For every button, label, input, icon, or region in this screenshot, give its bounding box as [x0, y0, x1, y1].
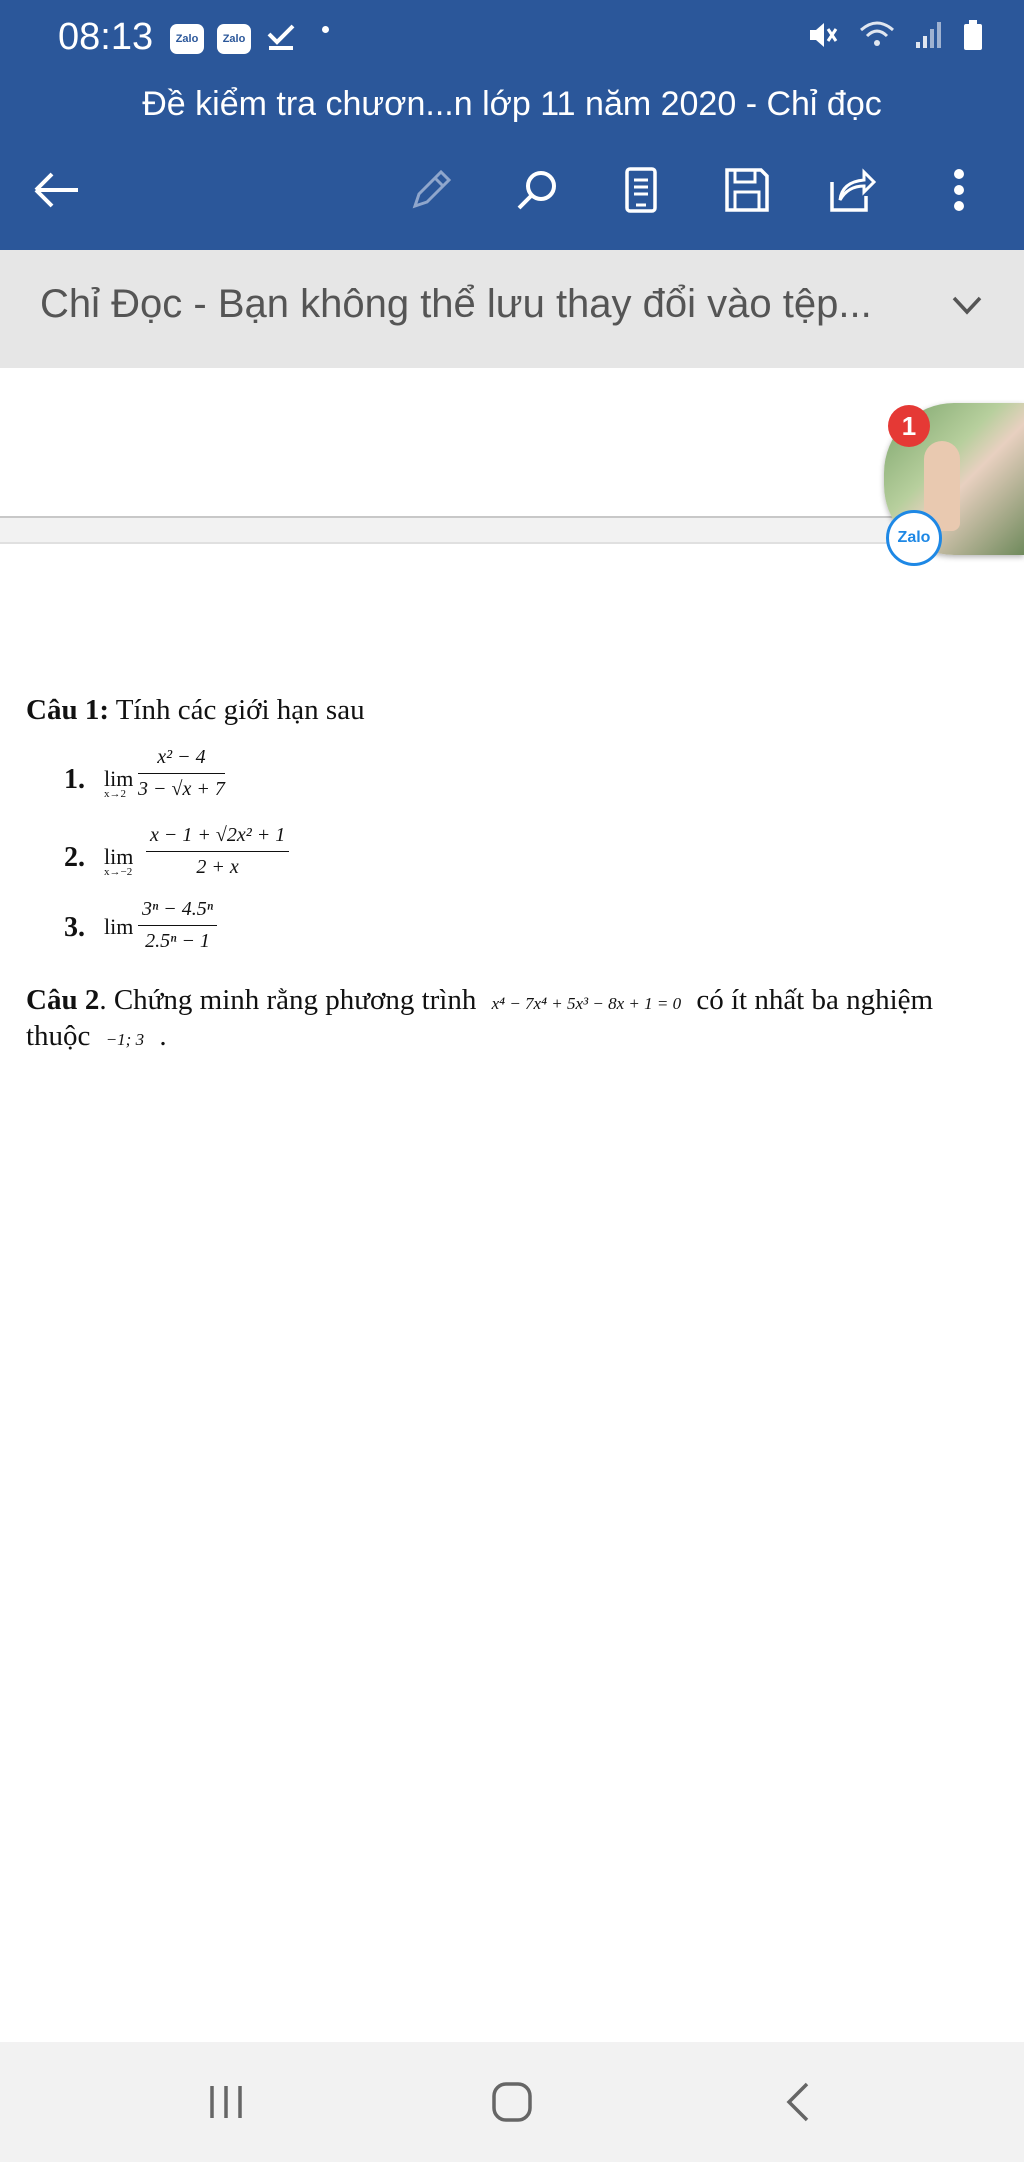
search-icon[interactable]: [502, 155, 572, 225]
question-2-equation: x⁴ − 7x⁴ + 5x³ − 8x + 1 = 0: [491, 994, 682, 1013]
edit-pen-icon[interactable]: [396, 155, 466, 225]
home-icon[interactable]: [472, 2072, 552, 2132]
more-icon[interactable]: [924, 155, 994, 225]
mobile-view-icon[interactable]: [606, 155, 676, 225]
system-nav-bar: [0, 2042, 1024, 2162]
back-nav-icon[interactable]: [758, 2072, 838, 2132]
zalo-app-icon: Zalo: [886, 510, 942, 566]
download-done-icon: [265, 20, 297, 60]
question-2-tail: có ít nhất ba nghiệm: [696, 984, 934, 1016]
item-number: 3.: [64, 912, 85, 943]
limit-subscript: x→2: [104, 788, 126, 800]
fraction-numerator: 3ⁿ − 4.5ⁿ: [138, 898, 217, 926]
chevron-down-icon[interactable]: [950, 290, 984, 325]
fraction: [146, 824, 289, 879]
limit-operator: [104, 844, 133, 878]
signal-icon: [914, 18, 944, 57]
question-2-line-2: [26, 1016, 167, 1060]
limit-operator: [104, 766, 133, 800]
save-icon[interactable]: [712, 155, 782, 225]
read-only-banner[interactable]: [0, 250, 1024, 368]
read-only-banner-text: Chỉ Đọc - Bạn không thể lưu thay đổi vào tệp...: [40, 282, 872, 326]
question-2-line2-text: thuộc: [26, 1020, 91, 1052]
question-1-text: Tính các giới hạn sau: [108, 694, 365, 726]
fraction-numerator: x − 1 + √2x² + 1: [146, 824, 289, 852]
zalo-icon: Zalo: [217, 24, 251, 54]
question-2-text: . Chứng minh rằng phương trình: [99, 984, 477, 1016]
limit-label: lim: [104, 766, 134, 791]
back-icon[interactable]: [22, 155, 92, 225]
zalo-icon: Zalo: [170, 24, 204, 54]
question-1: [26, 690, 365, 730]
notification-badge: 1: [888, 405, 930, 447]
item-number: 1.: [64, 764, 85, 795]
status-right-icons: [806, 18, 984, 57]
item-number: 2.: [64, 842, 85, 873]
status-bar: [0, 0, 1024, 78]
page-divider: [0, 516, 900, 544]
limit-operator: [104, 914, 133, 940]
question-2-end: .: [159, 1020, 167, 1052]
battery-icon: [962, 18, 984, 57]
share-icon[interactable]: [816, 155, 886, 225]
question-2-label: Câu 2: [26, 984, 100, 1016]
fraction-denominator: 2 + x: [196, 856, 239, 878]
limit-subscript: x→−2: [104, 866, 133, 878]
recents-icon[interactable]: [186, 2072, 266, 2132]
fraction-denominator: 3 − √x + 7: [138, 778, 225, 800]
question-1-label: Câu 1:: [26, 694, 109, 726]
limit-label: lim: [104, 914, 134, 939]
app-bar: [0, 0, 1024, 250]
question-2: [26, 980, 1006, 1024]
wifi-icon: [858, 18, 896, 57]
fraction: [138, 746, 225, 801]
fraction-denominator: 2.5ⁿ − 1: [145, 930, 210, 952]
mute-icon: [806, 18, 840, 57]
status-time: 08:13: [58, 16, 154, 58]
document-title: Đề kiểm tra chươn...n lớp 11 năm 2020 - Chỉ đọc: [142, 85, 882, 123]
limit-label: lim: [104, 844, 134, 869]
dot-icon: [322, 26, 329, 33]
fraction: [138, 898, 217, 953]
fraction-numerator: x² − 4: [138, 746, 225, 774]
question-2-interval: −1; 3: [105, 1030, 145, 1049]
